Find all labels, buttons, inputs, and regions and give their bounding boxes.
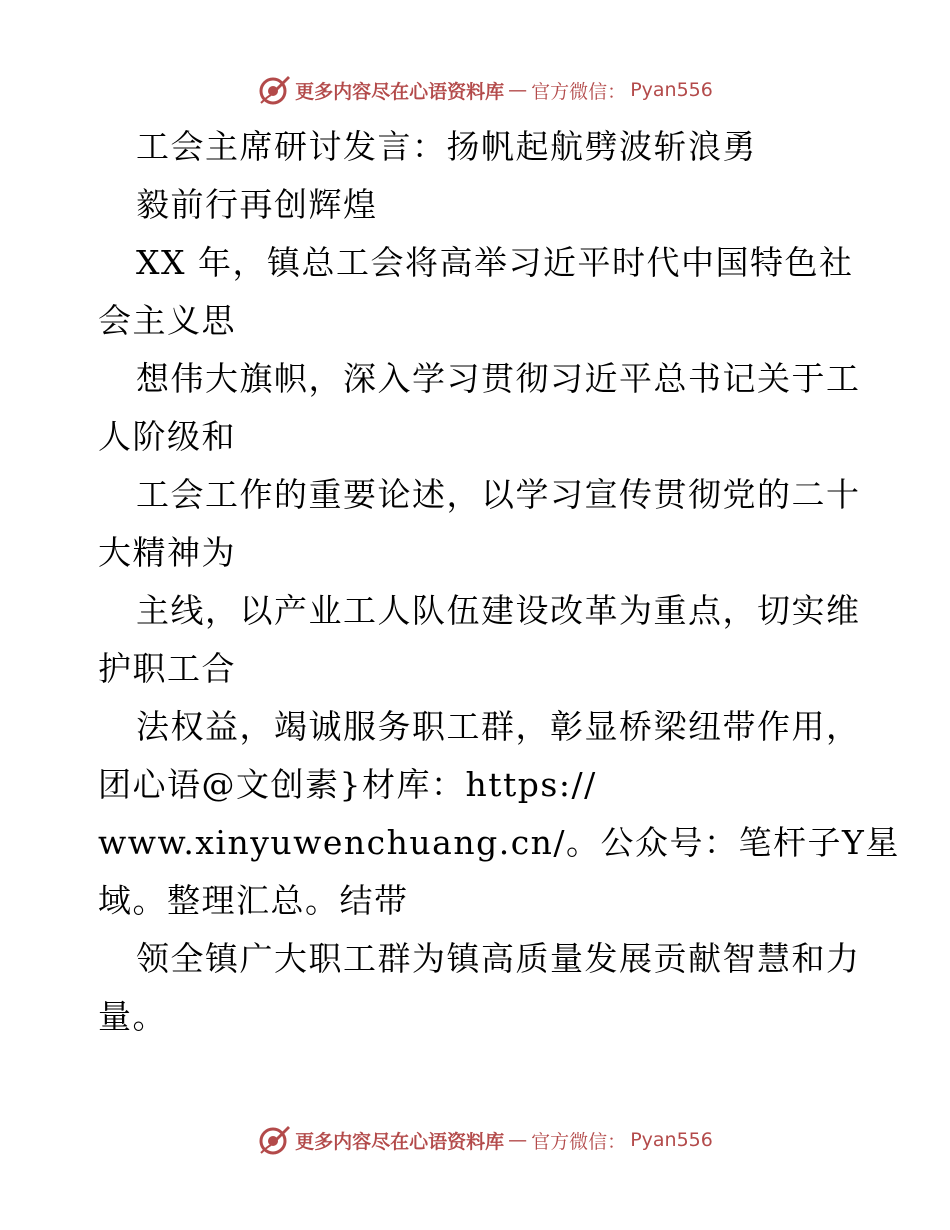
header-wechat-id: Pyan556 bbox=[630, 79, 713, 101]
pen-logo-icon bbox=[257, 73, 291, 107]
document-line: 大精神为 bbox=[98, 533, 236, 572]
document-line: 领全镇广大职工群为镇高质量发展贡献智慧和力 bbox=[136, 939, 861, 978]
document-line: 会主义思 bbox=[98, 301, 236, 340]
document-line: 想伟大旗帜，深入学习贯彻习近平总书记关于工 bbox=[136, 359, 861, 398]
document-line: 人阶级和 bbox=[98, 417, 236, 456]
document-line: 工会工作的重要论述，以学习宣传贯彻党的二十 bbox=[136, 475, 861, 514]
footer-wechat-id: Pyan556 bbox=[630, 1129, 713, 1151]
document-line: 毅前行再创辉煌 bbox=[136, 185, 378, 224]
header-banner-separator: — bbox=[508, 79, 528, 101]
document-line: 护职工合 bbox=[98, 649, 236, 688]
footer-banner bbox=[0, 1120, 950, 1160]
header-banner-inner bbox=[257, 73, 713, 107]
document-line: 法权益，竭诚服务职工群，彰显桥梁纽带作用， bbox=[136, 707, 861, 746]
footer-banner-inner bbox=[257, 1123, 713, 1157]
document-line: 域。整理汇总。结带 bbox=[98, 881, 409, 920]
document-line: 量。 bbox=[98, 997, 167, 1036]
document-line: www.xinyuwenchuang.cn/。公众号：笔杆子Y星 bbox=[98, 823, 900, 862]
document-line: XX 年，镇总工会将高举习近平时代中国特色社 bbox=[136, 243, 854, 282]
document-body bbox=[98, 118, 900, 1046]
document-line: 团心语@文创素}材库：https:// bbox=[98, 765, 597, 804]
footer-banner-text: 更多内容尽在心语资料库 bbox=[295, 1130, 505, 1153]
footer-banner-separator: — bbox=[508, 1129, 528, 1151]
document-line: 主线，以产业工人队伍建设改革为重点，切实维 bbox=[136, 591, 861, 630]
header-banner-text: 更多内容尽在心语资料库 bbox=[295, 80, 505, 103]
header-banner bbox=[0, 70, 950, 110]
pen-logo-icon bbox=[257, 1123, 291, 1157]
document-line: 工会主席研讨发言：扬帆起航劈波斩浪勇 bbox=[136, 127, 757, 166]
header-wechat-label: 官方微信： bbox=[531, 80, 627, 103]
footer-wechat-label: 官方微信： bbox=[531, 1130, 627, 1153]
